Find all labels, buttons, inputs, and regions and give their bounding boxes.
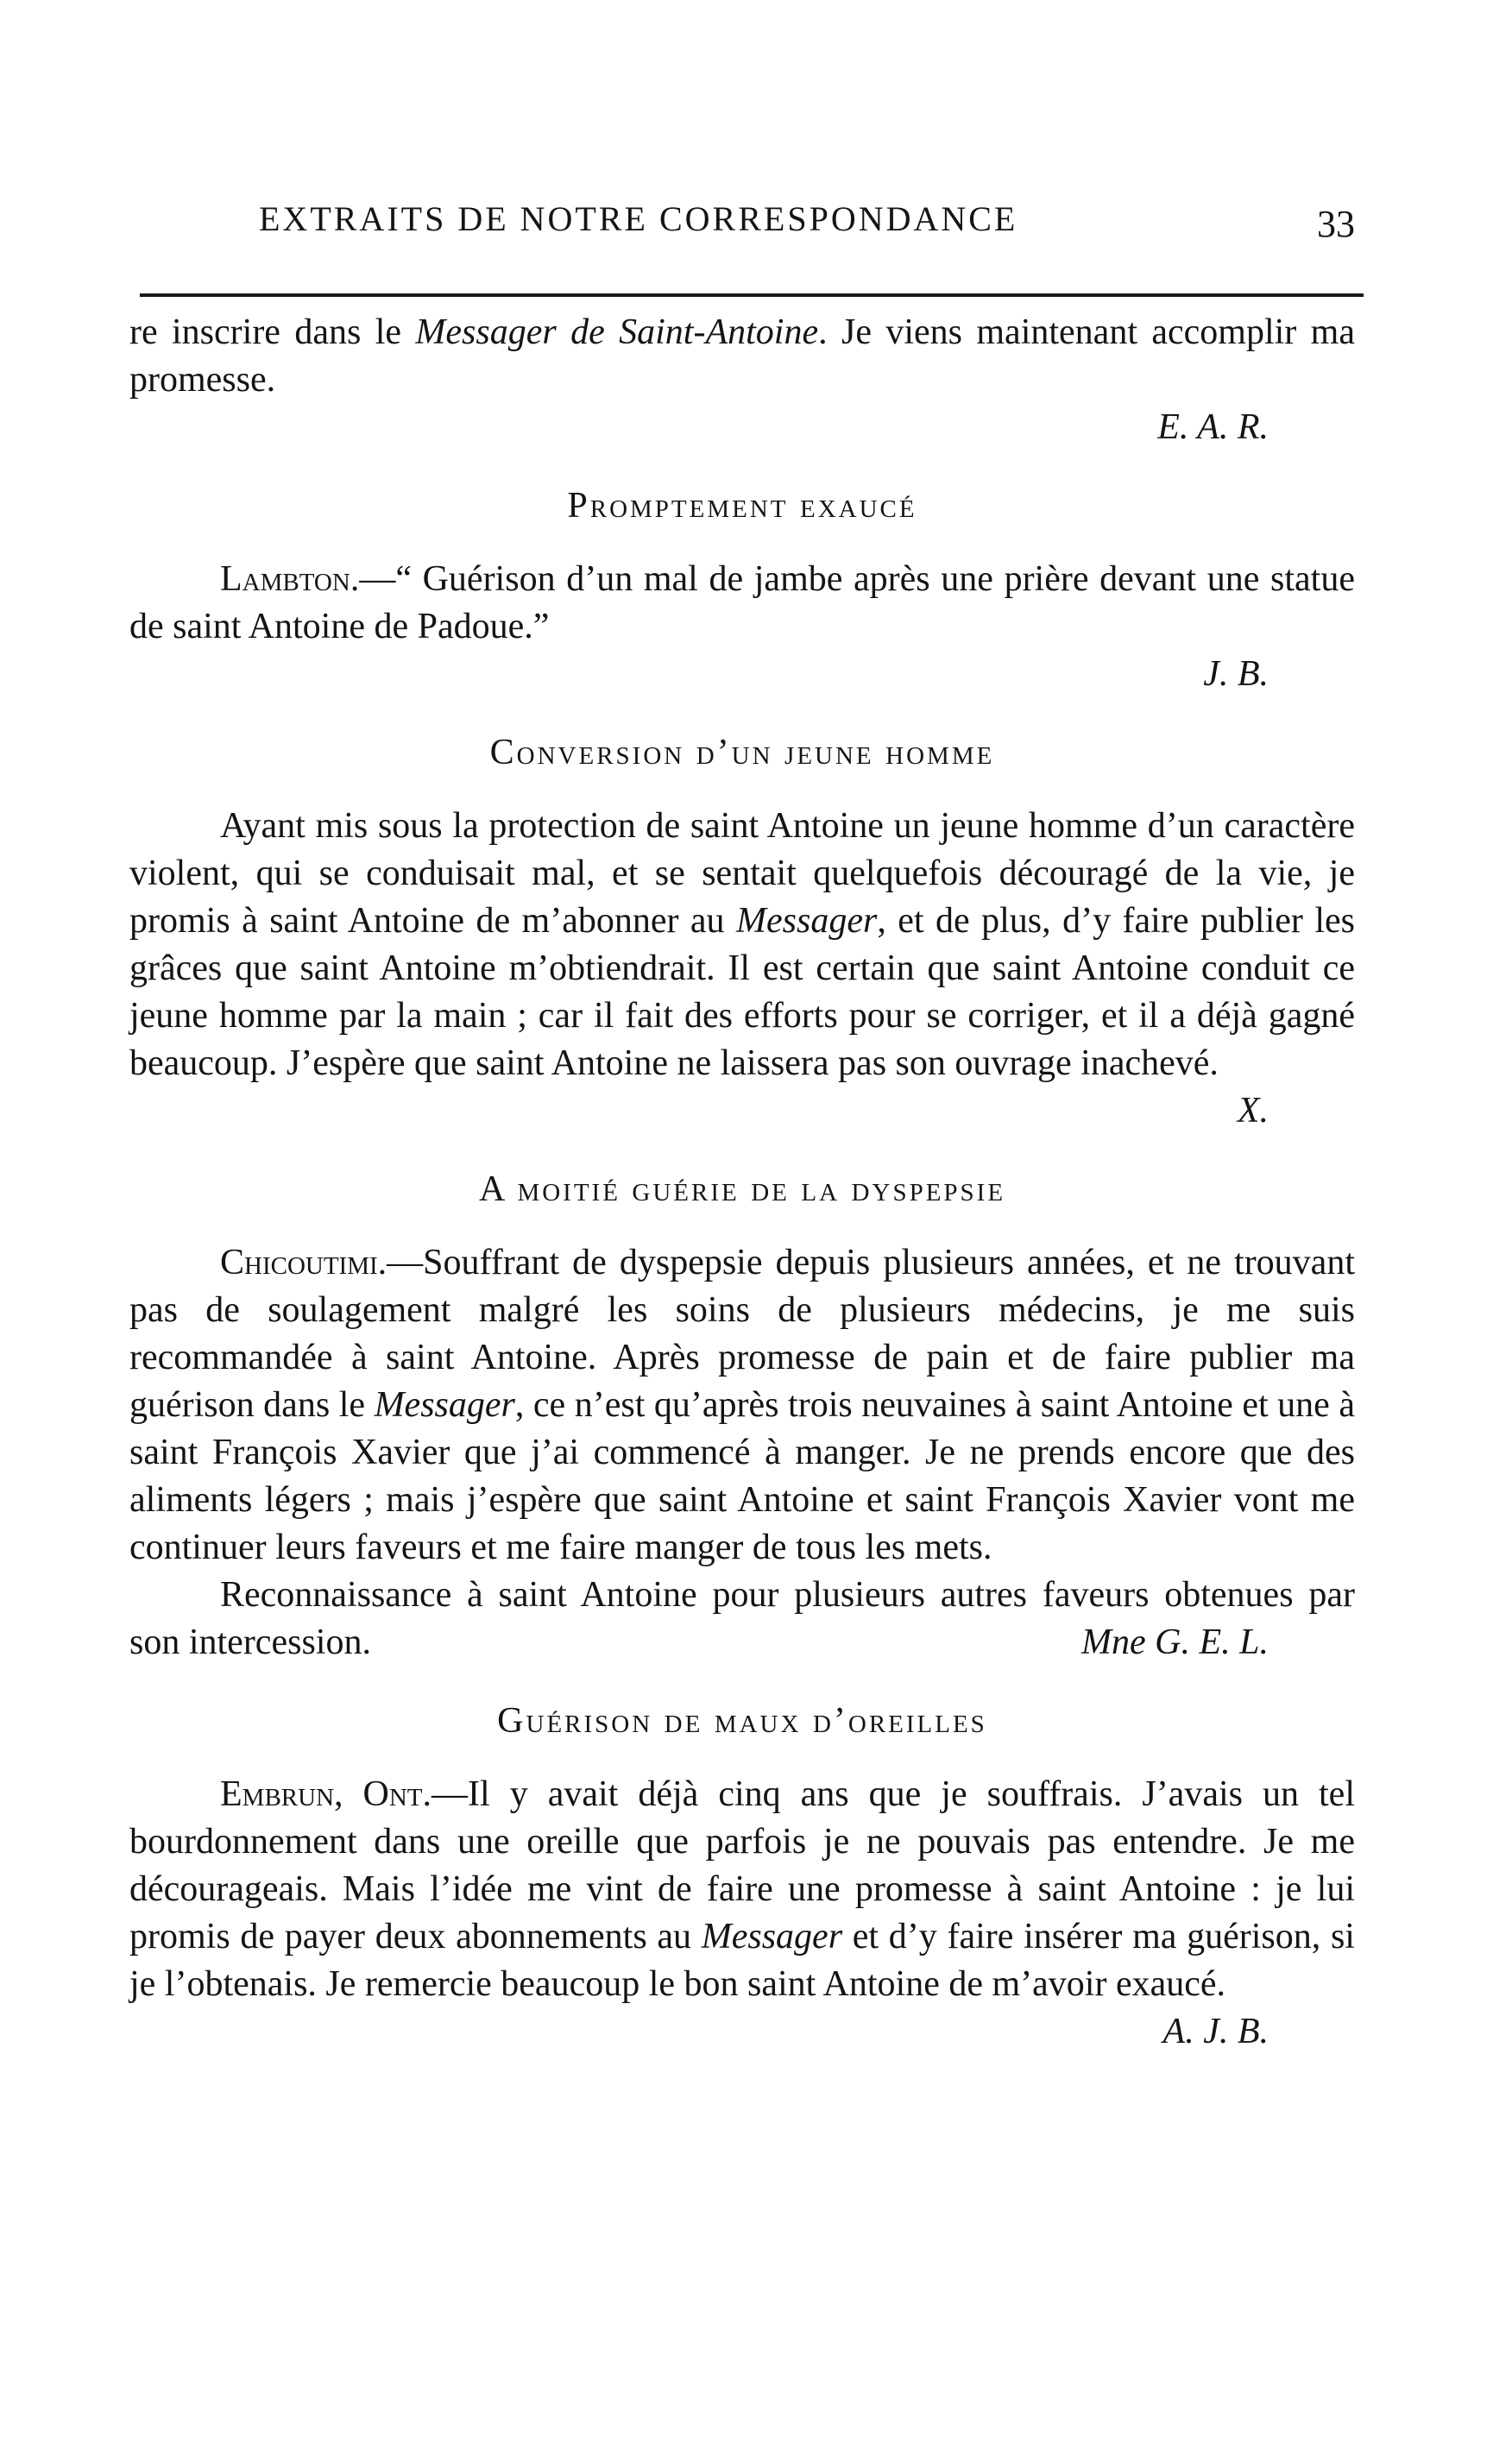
section-text: Ayant mis sous la protection de saint Antoine un jeune homme d’un caractère violent, qui se conduisait mal, et se sentait quelquefois découragé de la vie, je promis à saint Antoine de m’abonner au Messager, et de plus, d’y faire publier les grâces que saint Antoine m’obtiendrait. Il est certain que saint Antoine conduit ce jeune homme par la main ; car il fait des efforts pour se corriger, et il a déjà gagné beaucoup. J’espère que saint Antoine ne laissera pas son ouvrage inachevé. X. [129, 803, 1355, 1087]
messager-title: Messager [736, 901, 878, 941]
section-body [129, 1239, 1355, 1667]
signature: E. A. R. [1157, 407, 1269, 447]
section-body [129, 556, 1355, 698]
section-text: Reconnaissance à saint Antoine pour plusieurs autres faveurs obtenues par son intercession. Mne G. E. L. [129, 1572, 1355, 1667]
messager-title: Messager [701, 1917, 843, 1956]
section-body [129, 803, 1355, 1135]
section-title: Promptement exaucé [567, 486, 917, 526]
messager-title: Messager [374, 1385, 515, 1425]
signature: A. J. B. [1162, 2012, 1269, 2051]
intro-paragraph [129, 309, 1355, 451]
page-number: 33 [1317, 203, 1355, 245]
running-title: EXTRAITS DE NOTRE CORRESPONDANCE [259, 199, 1018, 238]
signature: J. B. [1203, 654, 1269, 694]
signature: X. [1237, 1091, 1269, 1131]
signature: Mne G. E. L. [1081, 1622, 1269, 1662]
place-name: Embrun, Ont [220, 1774, 423, 1814]
section-title: Guérison de maux d’oreilles [497, 1701, 987, 1741]
header-rule [140, 293, 1364, 297]
page-body [129, 309, 1355, 2056]
section-title: A moitié guérie de la dyspepsie [478, 1169, 1006, 1209]
running-header [129, 198, 1355, 259]
document-page [129, 198, 1355, 2056]
section-text: Chicoutimi.—Souffrant de dyspepsie depuis plusieurs années, et ne trouvant pas de soulagement malgré les soins de plusieurs médecins, je me suis recommandée à saint Antoine. Après promesse de pain et de faire publier ma guérison dans le Messager, ce n’est qu’après trois neuvaines à saint Antoine et une à saint François Xavier que j’ai commencé à manger. Je ne prends encore que des aliments légers ; mais j’espère que saint Antoine et saint François Xavier vont me continuer leurs faveurs et me faire manger de tous les mets. [129, 1243, 1355, 1567]
intro-text: re inscrire dans le Messager de Saint-Antoine. Je viens maintenant accomplir ma promesse. [129, 312, 1355, 400]
section-text: Lambton.—“ Guérison d’un mal de jambe après une prière devant une statue de saint Antoine de Padoue.” [129, 559, 1355, 646]
section-title: Conversion d’un jeune homme [489, 733, 995, 772]
section-text: Embrun, Ont.—Il y avait déjà cinq ans que je souffrais. J’avais un tel bourdonnement dans une oreille que parfois je ne pouvais pas entendre. Je me décourageais. Mais l’idée me vint de faire une promesse à saint Antoine : je lui promis de payer deux abonnements au Messager et d’y faire insérer ma guérison, si je l’obtenais. Je remercie beaucoup le bon saint Antoine de m’avoir exaucé. [129, 1774, 1355, 2004]
section-body [129, 1771, 1355, 2056]
place-name: Chicoutimi [220, 1243, 378, 1282]
place-name: Lambton [220, 559, 350, 599]
messager-title: Messager de Saint-Antoine [415, 312, 819, 352]
